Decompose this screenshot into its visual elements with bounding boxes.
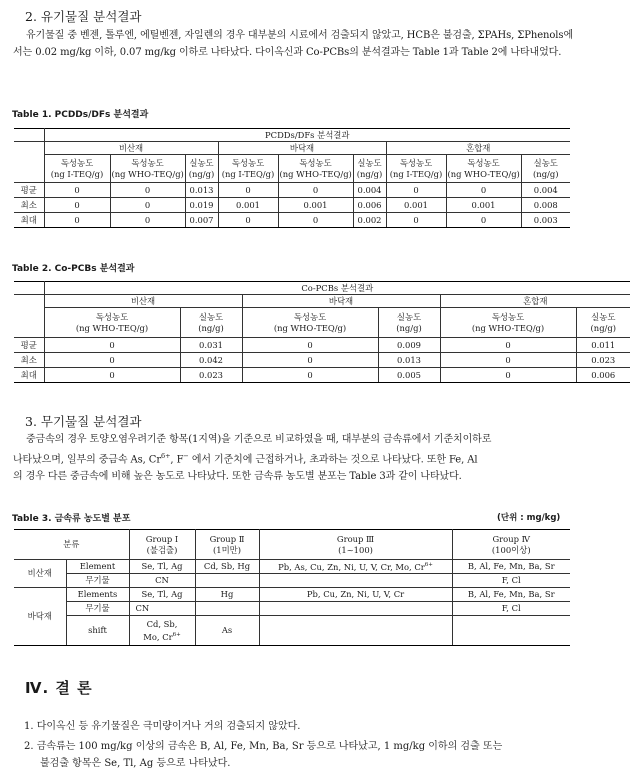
table-1-col-header: 독성농도 (ng WHO-TEQ/g) xyxy=(446,155,521,183)
conclusion-item-2: 2. 금속류는 100 mg/kg 이상의 금속은 B, Al, Fe, Mn, Ba, Sr 등으로 나타났고, 1 mg/kg 이하의 검출 또는 불검출 항목은 Se, Tl, Ag 등으로 나타났다. xyxy=(24,741,503,769)
table-2-caption: Table 2. Co-PCBs 분석결과 xyxy=(12,264,135,274)
section-4-title: Ⅳ. 결 론 xyxy=(25,679,93,697)
table-2-corner xyxy=(14,295,44,338)
table-row: 최대 0 0.023 0 0.005 0 0.006 xyxy=(14,368,630,383)
conclusion-item-1: 1. 다이옥신 등 유기물질은 극미량이거나 거의 검출되지 않았다. xyxy=(24,721,301,732)
table-row: 최소 0 0 0.019 0.001 0.001 0.006 0.001 0.001 0.008 xyxy=(14,198,570,213)
section-3-title: 3. 무기물질 분석결과 xyxy=(25,414,142,429)
group-2-header: Group Ⅱ (1미만) xyxy=(195,530,259,560)
table-2-title: Co-PCBs 분석결과 xyxy=(44,282,630,295)
table-row: 평균 0 0 0.013 0 0 0.004 0 0 0.004 xyxy=(14,183,570,198)
table-2-col-header: 실농도 (ng/g) xyxy=(576,308,630,338)
table-3-caption: Table 3. 금속류 농도별 분포 xyxy=(12,514,131,524)
table-1-group-fly-ash: 비산재 xyxy=(44,142,218,155)
table-1-col-header: 독성농도 (ng WHO-TEQ/g) xyxy=(110,155,185,183)
table-2-col-header: 독성농도 (ng WHO-TEQ/g) xyxy=(242,308,378,338)
table-1-title: PCDDs/DFs 분석결과 xyxy=(44,129,570,142)
section-3-paragraph: 중금속의 경우 토양오염우려기준 항목(1지역)을 기준으로 비교하였을 때, 대부분의 금속류에서 기준치이하로 나타났으며, 일부의 중금속 As, $Cr^{6+}$, F− 에서 기준치에 근접하거나, 초과하는 것으로 나타났다. 또한 Fe, Al 의 경우 다른 중금속에 비해 높은 농도로 나타났다. 또한 금속류 농도별 분포는 Table 3과 같이 나타났다. xyxy=(13,434,492,483)
table-1-col-header: 독성농도 (ng I-TEQ/g) xyxy=(218,155,278,183)
section-2-title: 2. 유기물질 분석결과 xyxy=(25,9,142,24)
table-1-group-bottom-ash: 바닥재 xyxy=(218,142,386,155)
table-2-col-header: 실농도 (ng/g) xyxy=(378,308,440,338)
group-1-header: Group Ⅰ (불검출) xyxy=(129,530,195,560)
table-3-class-header: 분류 xyxy=(14,530,129,560)
table-1-caption: Table 1. PCDDs/DFs 분석결과 xyxy=(12,110,149,120)
table-row: 평균 0 0.031 0 0.009 0 0.011 xyxy=(14,338,630,353)
table-2-col-header: 독성농도 (ng WHO-TEQ/g) xyxy=(44,308,180,338)
table-3 xyxy=(14,529,570,646)
table-1-col-header: 실농도 (ng/g) xyxy=(521,155,570,183)
table-row: 비산재 Element Se, Tl, Ag Cd, Sb, Hg Pb, As, Cu, Zn, Ni, U, V, Cr, Mo, $Cr^{6+}$ B, Al, Fe, Mn, Ba, Sr xyxy=(14,560,570,574)
table-2-group-fly-ash: 비산재 xyxy=(44,295,242,308)
table-2-group-bottom-ash: 바닥재 xyxy=(242,295,440,308)
section-2-paragraph: 유기물질 중 벤젠, 톨루엔, 에틸벤젠, 자일렌의 경우 대부분의 시료에서 검출되지 않았고, HCB은 불검출, ΣPAHs, ΣPhenols에서는 0.02 mg/kg 이하, 0.07 mg/kg 이하로 나타났다. 다이옥신과 Co-PCBs의 분석결과는 Table 1과 Table 2에 나타내었다. xyxy=(13,30,573,58)
table-row: shift Cd, Sb, Mo, $Cr^{6+}$ As xyxy=(14,616,570,646)
table-2-col-header: 실농도 (ng/g) xyxy=(180,308,242,338)
table-2 xyxy=(14,281,630,383)
table-row: 최소 0 0.042 0 0.013 0 0.023 xyxy=(14,353,630,368)
table-2-group-mixed: 혼합재 xyxy=(440,295,630,308)
table-1-col-header: 독성농도 (ng WHO-TEQ/g) xyxy=(278,155,353,183)
table-row: 바닥재 Elements Se, Tl, Ag Hg Pb, Cu, Zn, Ni, U, V, Cr B, Al, Fe, Mn, Ba, Sr xyxy=(14,588,570,602)
table-1 xyxy=(14,128,570,228)
table-2-col-header: 독성농도 (ng WHO-TEQ/g) xyxy=(440,308,576,338)
table-row: 최대 0 0 0.007 0 0 0.002 0 0 0.003 xyxy=(14,213,570,228)
table-1-col-header: 독성농도 (ng I-TEQ/g) xyxy=(44,155,110,183)
bottom-ash-label: 바닥재 xyxy=(14,588,66,646)
group-3-header: Group Ⅲ (1~100) xyxy=(259,530,452,560)
table-row: 무기물 CN F, Cl xyxy=(14,574,570,588)
fly-ash-label: 비산재 xyxy=(14,560,66,588)
table-1-col-header: 실농도 (ng/g) xyxy=(353,155,386,183)
table-3-unit: (단위 : mg/kg) xyxy=(497,513,561,523)
table-1-corner xyxy=(14,142,44,183)
table-1-group-mixed: 혼합재 xyxy=(386,142,570,155)
table-row: 무기물 CN F, Cl xyxy=(14,602,570,616)
group-4-header: Group Ⅳ (100이상) xyxy=(452,530,570,560)
table-1-col-header: 실농도 (ng/g) xyxy=(185,155,218,183)
table-1-col-header: 독성농도 (ng I-TEQ/g) xyxy=(386,155,446,183)
